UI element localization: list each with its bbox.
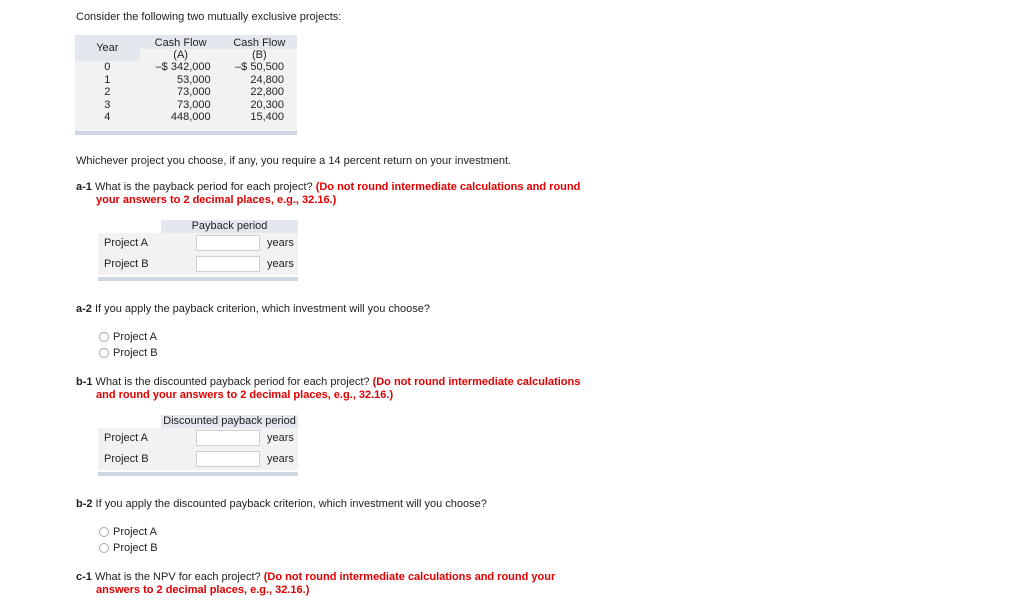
radio-circle-icon[interactable] xyxy=(99,348,109,358)
col-b-subheader: (B) xyxy=(222,49,297,61)
question-text: What is the NPV for each project? xyxy=(91,571,264,583)
cash-b-cell: 24,800 xyxy=(250,73,284,86)
question-label: a-2 xyxy=(76,303,92,315)
answer-row-a1-project-b xyxy=(98,254,298,275)
table-divider xyxy=(75,131,297,135)
payback-a-input[interactable] xyxy=(196,235,260,251)
col-a-subheader: (A) xyxy=(140,49,222,61)
question-label: b-2 xyxy=(76,498,93,510)
question-text: What is the payback period for each project? xyxy=(91,181,316,193)
radio-label: Project A xyxy=(113,526,158,538)
radio-label: Project B xyxy=(113,347,158,359)
year-cell: 1 xyxy=(104,73,111,86)
unit-label: years xyxy=(267,258,294,270)
row-label: Project B xyxy=(104,453,149,465)
table-header-row xyxy=(75,35,297,49)
table-row xyxy=(75,99,297,112)
radio-circle-icon[interactable] xyxy=(99,527,109,537)
discounted-payback-a-input[interactable] xyxy=(196,430,260,446)
question-text: If you apply the payback criterion, which investment will you choose? xyxy=(91,303,431,315)
question-text: What is the discounted payback period for each project? xyxy=(92,376,373,388)
unit-label: years xyxy=(267,432,294,444)
question-b2 xyxy=(76,498,487,511)
discounted-payback-header: Discounted payback period xyxy=(161,415,298,428)
cash-flow-table xyxy=(75,35,297,133)
answer-row-b1-project-b xyxy=(98,449,298,470)
year-cell: 2 xyxy=(104,86,111,98)
radio-label: Project B xyxy=(113,542,158,554)
row-label: Project A xyxy=(104,237,149,249)
cash-b-cell: –$ 50,500 xyxy=(235,61,284,73)
year-cell: 0 xyxy=(104,61,111,73)
year-header: Year xyxy=(75,35,140,61)
radio-a2-project-b[interactable] xyxy=(99,347,158,359)
answer-divider xyxy=(98,472,298,476)
cash-a-cell: –$ 342,000 xyxy=(155,61,211,73)
table-row xyxy=(75,111,297,124)
row-label: Project A xyxy=(104,432,149,444)
answer-divider xyxy=(98,277,298,281)
col-a-header: Cash Flow xyxy=(140,35,222,49)
question-a2 xyxy=(76,303,430,316)
cash-a-cell: 448,000 xyxy=(170,111,211,123)
question-hint-cont: your answers to 2 decimal places, e.g., 32.16.) xyxy=(96,194,337,206)
year-cell: 3 xyxy=(104,98,111,111)
cash-a-cell: 53,000 xyxy=(176,73,211,86)
question-hint-cont: answers to 2 decimal places, e.g., 32.16.) xyxy=(96,584,310,596)
cash-b-cell: 15,400 xyxy=(250,111,284,123)
unit-label: years xyxy=(267,453,294,465)
unit-label: years xyxy=(267,237,294,249)
cash-b-cell: 20,300 xyxy=(250,98,284,111)
return-text: Whichever project you choose, if any, you require a 14 percent return on your investment. xyxy=(76,155,512,167)
answer-row-b1-project-a xyxy=(98,428,298,449)
radio-a2-project-a[interactable] xyxy=(99,331,157,343)
question-hint-cont: and round your answers to 2 decimal places, e.g., 32.16.) xyxy=(96,389,394,401)
year-cell: 4 xyxy=(104,111,111,123)
question-hint: (Do not round intermediate calculations xyxy=(372,376,581,388)
question-label: c-1 xyxy=(76,571,92,583)
radio-label: Project A xyxy=(113,331,158,343)
question-hint: (Do not round intermediate calculations and round xyxy=(315,181,581,193)
row-label: Project B xyxy=(104,258,149,270)
cash-a-cell: 73,000 xyxy=(176,86,211,98)
intro-text: Consider the following two mutually exclusive projects: xyxy=(76,11,342,23)
question-text: If you apply the discounted payback criterion, which investment will you choose? xyxy=(92,498,487,510)
discounted-payback-b-input[interactable] xyxy=(196,451,260,467)
radio-b2-project-b[interactable] xyxy=(99,542,158,554)
table-row xyxy=(75,86,297,99)
question-c1 xyxy=(76,571,555,597)
radio-b2-project-a[interactable] xyxy=(99,526,157,538)
radio-circle-icon[interactable] xyxy=(99,332,109,342)
table-row xyxy=(75,61,297,74)
radio-circle-icon[interactable] xyxy=(99,543,109,553)
answer-row-a1-project-a xyxy=(98,233,298,254)
question-a1 xyxy=(76,181,580,207)
cash-b-cell: 22,800 xyxy=(250,86,284,98)
col-b-header: Cash Flow xyxy=(222,35,297,49)
payback-b-input[interactable] xyxy=(196,256,260,272)
question-b1 xyxy=(76,376,580,402)
cash-a-cell: 73,000 xyxy=(176,98,211,111)
question-label: a-1 xyxy=(76,181,92,193)
question-hint: (Do not round intermediate calculations and round your xyxy=(263,571,556,583)
table-row xyxy=(75,74,297,87)
payback-header: Payback period xyxy=(161,220,298,233)
question-label: b-1 xyxy=(76,376,93,388)
